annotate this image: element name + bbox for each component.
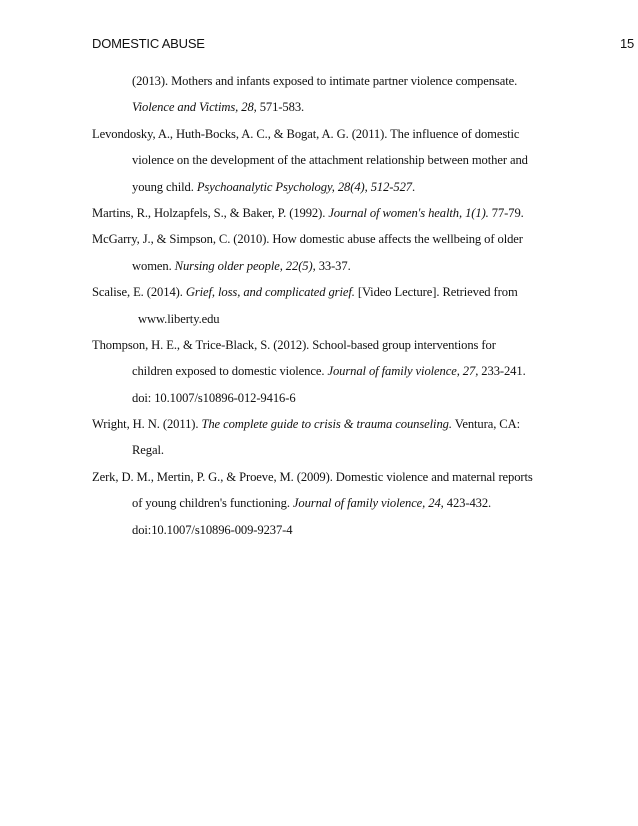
reference-entry — [92, 121, 552, 200]
reference-pages: 33-37. — [315, 258, 351, 273]
reference-text: violence on the development of the attachment relationship between mother and — [132, 153, 528, 168]
journal-title: Journal of women's health, 1(1). — [328, 205, 489, 220]
reference-line — [92, 411, 552, 437]
reference-entry — [92, 411, 552, 464]
reference-text: young child. — [132, 179, 197, 194]
reference-text: Zerk, D. M., Mertin, P. G., & Proeve, M. (2009). Domestic violence and maternal reports — [92, 469, 533, 484]
reference-line — [92, 147, 552, 173]
reference-list — [92, 68, 552, 543]
reference-text: Martins, R., Holzapfels, S., & Baker, P. (1992). — [92, 205, 329, 220]
journal-title: Nursing older people, 22(5), — [174, 258, 316, 273]
running-head: DOMESTIC ABUSE — [92, 36, 205, 51]
reference-line — [92, 200, 552, 226]
reference-line — [92, 437, 552, 463]
page-header — [92, 36, 634, 56]
reference-text: Ventura, CA: — [451, 417, 520, 432]
reference-entry — [92, 226, 552, 279]
reference-entry — [92, 200, 552, 226]
journal-title: Journal of family violence, 27, — [327, 364, 479, 379]
reference-entry — [92, 279, 552, 332]
journal-title: Journal of family violence, 24, — [292, 496, 444, 511]
reference-line — [92, 517, 552, 543]
reference-entry — [92, 68, 552, 121]
reference-text: Thompson, H. E., & Trice-Black, S. (2012). School-based group interventions for — [92, 337, 496, 352]
reference-text: Scalise, E. (2014). — [92, 285, 186, 300]
reference-entry — [92, 332, 552, 411]
reference-text: McGarry, J., & Simpson, C. (2010). How domestic abuse affects the wellbeing of older — [92, 232, 523, 247]
reference-line — [92, 332, 552, 358]
reference-text: of young children's functioning. — [132, 496, 293, 511]
reference-text: Wright, H. N. (2011). — [92, 417, 202, 432]
reference-line — [92, 279, 552, 305]
reference-url: www.liberty.edu — [138, 311, 220, 326]
reference-publisher: Regal. — [132, 443, 164, 458]
reference-line — [92, 385, 552, 411]
reference-line — [92, 253, 552, 279]
reference-pages: 77-79. — [488, 205, 524, 220]
journal-title: Psychoanalytic Psychology, 28(4), 512-527 — [196, 179, 412, 194]
reference-text: [Video Lecture]. Retrieved from — [354, 285, 518, 300]
reference-text: (2013). Mothers and infants exposed to intimate partner violence compensate. — [132, 74, 518, 88]
reference-text: . — [412, 179, 416, 194]
reference-line — [92, 464, 552, 490]
work-title: The complete guide to crisis & trauma counseling. — [201, 417, 452, 432]
reference-line — [92, 226, 552, 252]
reference-text: women. — [132, 258, 175, 273]
reference-text: children exposed to domestic violence. — [132, 364, 328, 379]
reference-line — [92, 358, 552, 384]
journal-title: Violence and Victims, 28, — [132, 100, 257, 115]
reference-doi: doi: 10.1007/s10896-012-9416-6 — [132, 390, 296, 405]
reference-entry — [92, 464, 552, 543]
reference-line — [92, 306, 552, 332]
reference-doi: doi:10.1007/s10896-009-9237-4 — [132, 522, 293, 537]
reference-line — [92, 94, 552, 120]
reference-pages: 571-583. — [256, 100, 305, 115]
reference-line — [92, 174, 552, 200]
reference-text: Levondosky, A., Huth-Bocks, A. C., & Bogat, A. G. (2011). The influence of domestic — [92, 126, 520, 141]
page-number: 15 — [619, 36, 634, 51]
reference-line — [92, 121, 552, 147]
reference-pages: 233-241. — [478, 364, 526, 379]
reference-line — [92, 490, 552, 516]
reference-line — [92, 68, 552, 94]
work-title: Grief, loss, and complicated grief. — [185, 285, 355, 300]
reference-pages: 423-432. — [443, 496, 492, 511]
